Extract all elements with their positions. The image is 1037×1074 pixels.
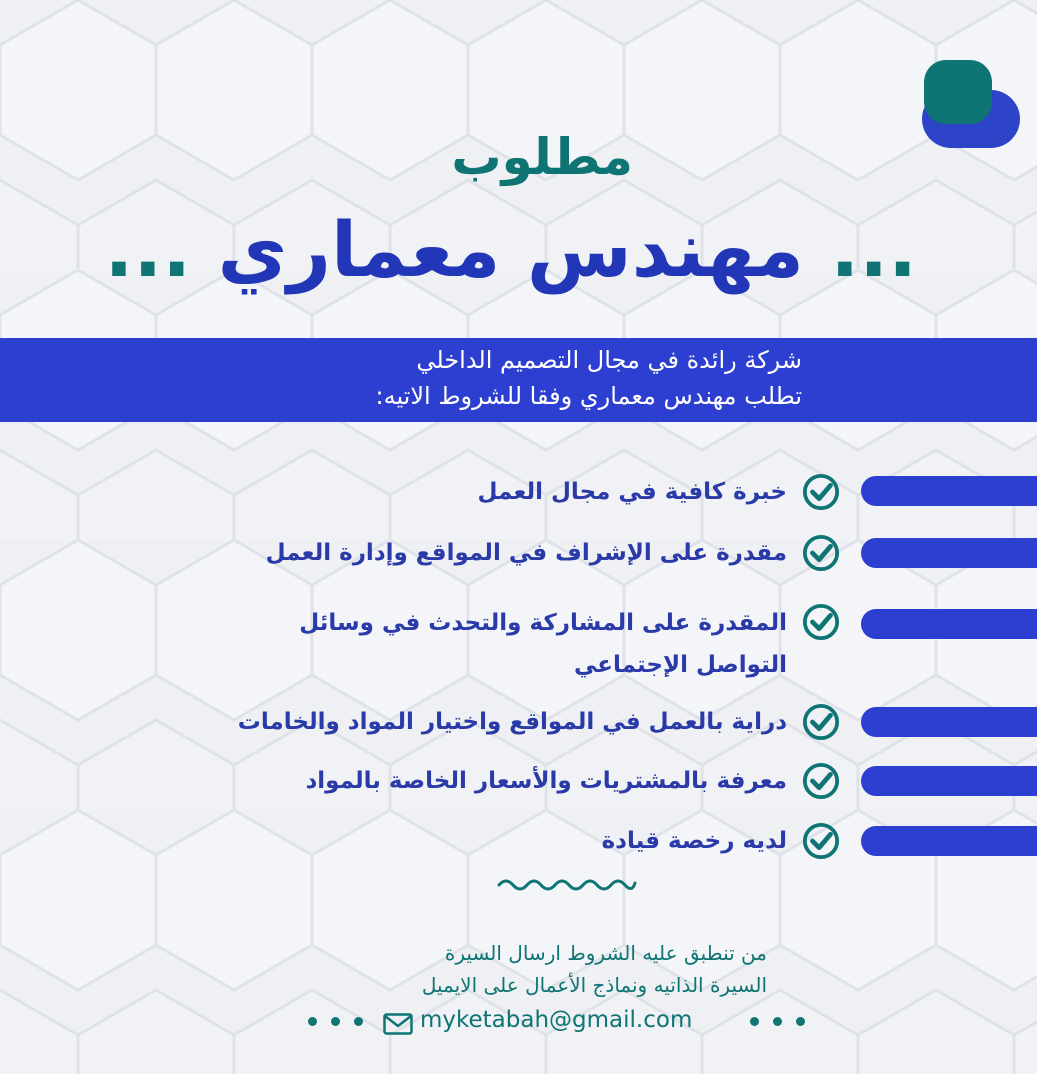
title-job xyxy=(104,205,917,294)
requirement-bar xyxy=(861,476,1037,506)
contact-line-2: السيرة الذاتيه ونماذج الأعمال على الايميل xyxy=(421,973,767,997)
requirement-text: دراية بالعمل في المواقع واختيار المواد والخامات xyxy=(237,709,787,735)
requirement-bar xyxy=(861,707,1037,737)
requirement-text: مقدرة على الإشراف في المواقع وإدارة العمل xyxy=(265,540,787,566)
dots-right-icon xyxy=(750,1017,805,1026)
requirement-bar xyxy=(861,538,1037,568)
requirement-bar xyxy=(861,766,1037,796)
requirement-bar xyxy=(861,609,1037,639)
check-circle-icon xyxy=(802,762,840,800)
check-circle-icon xyxy=(802,703,840,741)
check-circle-icon xyxy=(802,603,840,641)
check-circle-icon xyxy=(802,534,840,572)
intro-line-2: تطلب مهندس معماري وفقا للشروط الاتيه: xyxy=(375,382,802,410)
title-wanted: مطلوب xyxy=(451,128,633,186)
requirement-text: خبرة كافية في مجال العمل xyxy=(477,479,787,505)
email-row xyxy=(300,1005,800,1041)
mail-icon xyxy=(383,1013,413,1035)
title-dots-left: ... xyxy=(830,205,917,294)
check-circle-icon xyxy=(802,822,840,860)
email-address[interactable]: myketabah@gmail.com xyxy=(420,1007,693,1033)
intro-text xyxy=(375,342,802,414)
check-circle-icon xyxy=(802,473,840,511)
dots-left-icon xyxy=(308,1017,363,1026)
company-logo xyxy=(922,60,1022,148)
requirement-text: المقدرة على المشاركة والتحدث في وسائل xyxy=(299,610,787,636)
requirement-text: لديه رخصة قيادة xyxy=(601,828,787,854)
requirement-bar xyxy=(861,826,1037,856)
title-job-text: مهندس معماري xyxy=(217,205,804,294)
contact-text xyxy=(422,937,767,1001)
contact-line-1: من تنطبق عليه الشروط ارسال السيرة xyxy=(444,941,767,965)
wave-divider xyxy=(497,875,637,891)
requirement-text-continued: التواصل الإجتماعي xyxy=(574,652,787,678)
title-dots-right: ... xyxy=(104,205,192,294)
intro-line-1: شركة رائدة في مجال التصميم الداخلي xyxy=(416,346,802,374)
requirement-text: معرفة بالمشتريات والأسعار الخاصة بالمواد xyxy=(305,768,787,794)
